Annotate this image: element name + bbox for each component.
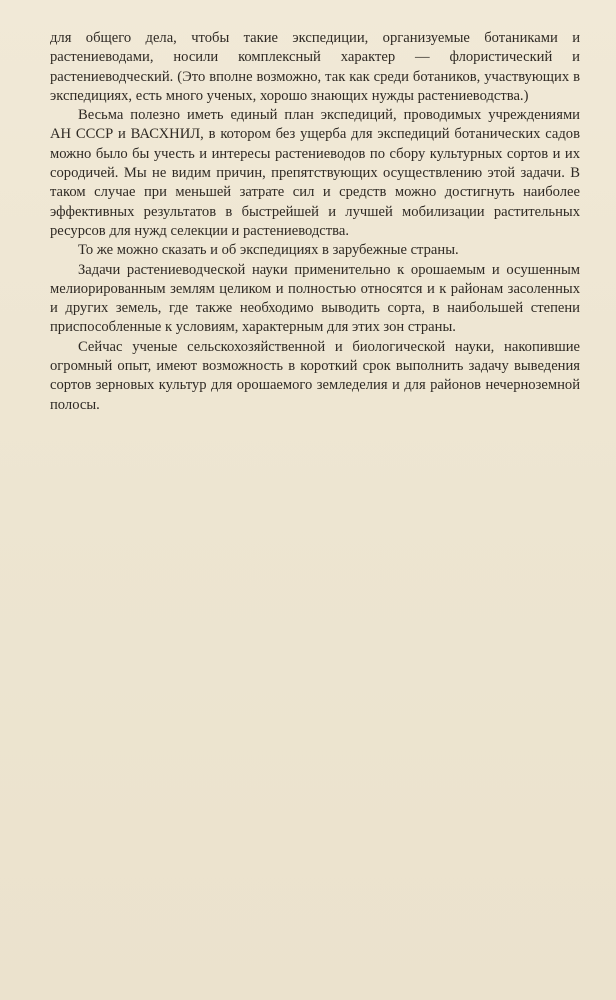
paragraph-foreign-expeditions: То же можно сказать и об экспедициях в зарубежные страны. (78, 242, 459, 259)
paragraph-scientists-experience: Сейчас ученые сельскохозяйственной и биологической науки, накопившие огромный опыт, имеют возможность в короткий срок выполнить задачу выведения сортов зерновых культур для орошаемого земледелия и для районов нечерноземной полосы. (50, 338, 580, 413)
body-text (50, 29, 580, 415)
paragraph-irrigated-lands: Задачи растениеводческой науки применительно к орошаемым и осушенным мелиорированным землям целиком и полностью относятся и к районам засоленных и других земель, где также необходимо выводить сорта, в наибольшей степени приспособленные к условиям, характерным для этих зон страны. (50, 261, 580, 336)
paragraph-expedition-plan: Весьма полезно иметь единый план экспедиций, проводимых учреждениями АН СССР и ВАСХНИЛ, в котором без ущерба для экспедиций ботанических садов можно было бы учесть и интересы растениеводов по сбору культурных сортов и их сородичей. Мы не видим причин, препятствующих осуществлению этой задачи. В таком случае при меньшей затрате сил и средств можно достигнуть наиболее эффективных результатов в быстрейшей и лучшей мобилизации растительных ресурсов для нужд селекции и растениеводства. (50, 107, 580, 239)
paragraph-continuation: для общего дела, чтобы такие экспедиции, организуемые ботаниками и растениеводами, носили комплексный характер — флористический и растениеводческий. (Это вполне возможно, так как среди ботаников, участвующих в экспедициях, есть много ученых, хорошо знающих нужды растениеводства.) (50, 30, 580, 104)
